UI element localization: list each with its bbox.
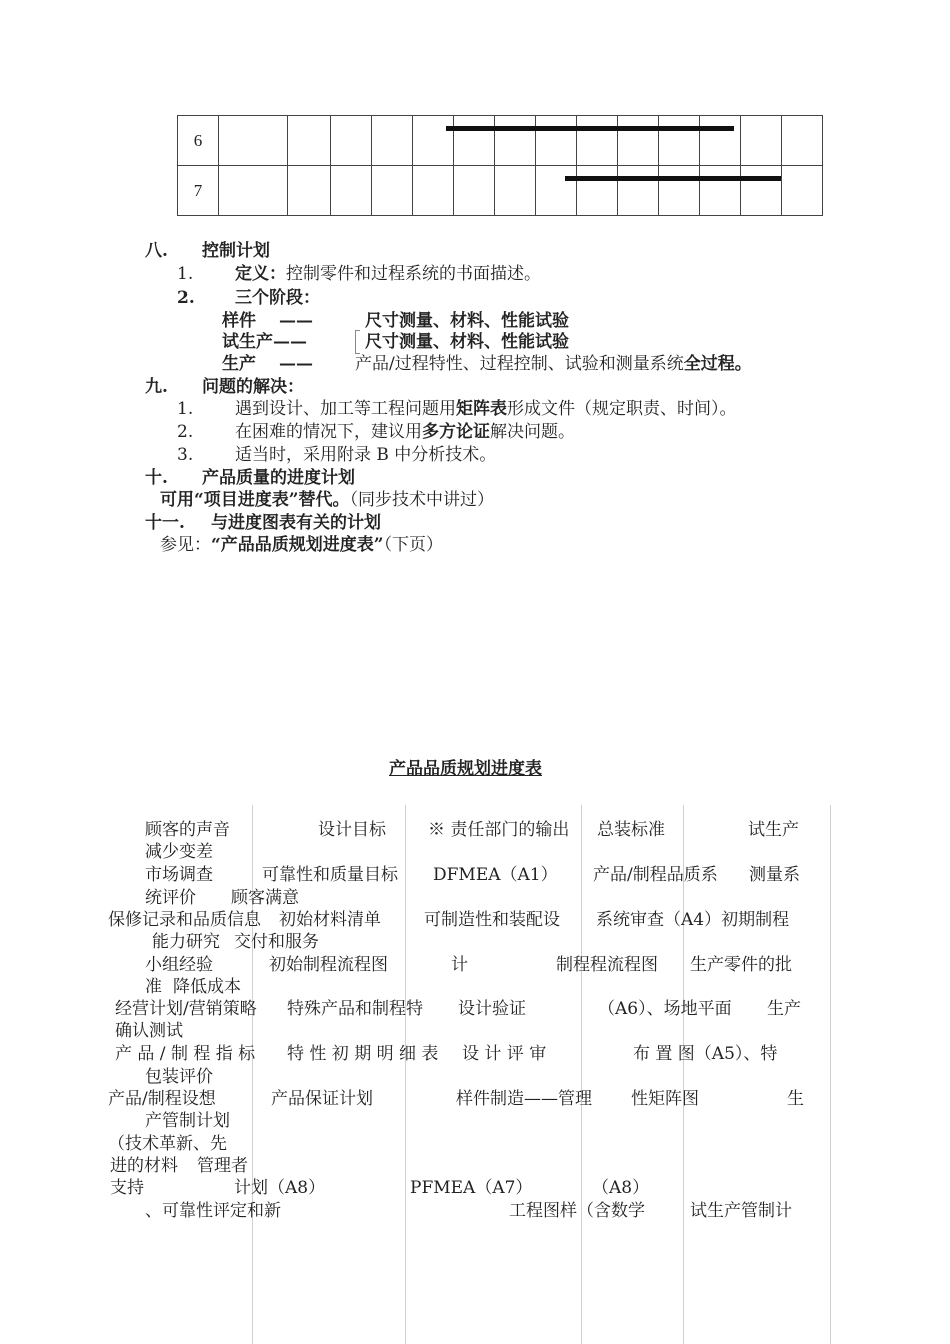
- schedule-text: 、可靠性评定和新: [145, 1201, 281, 1221]
- schedule-text: 生: [787, 1089, 804, 1109]
- gantt-bar-row-6: [446, 126, 734, 131]
- schedule-text: 管理者: [197, 1156, 248, 1176]
- schedule-text: 经营计划/营销策略: [115, 999, 257, 1019]
- list-number: 1.: [177, 264, 194, 284]
- schedule-text: 减少变差: [145, 842, 213, 862]
- section-9-heading: 问题的解决：: [202, 377, 304, 397]
- schedule-text: 试生产管制计: [690, 1201, 792, 1221]
- schedule-text: 产管制计划: [145, 1111, 230, 1131]
- problem-item-3: 适当时，采用附录 B 中分析技术。: [235, 445, 497, 465]
- schedule-text: 产品保证计划: [271, 1089, 373, 1109]
- schedule-title: 产品品质规划进度表: [389, 759, 542, 779]
- schedule-text: 产品/制程设想: [108, 1089, 216, 1109]
- schedule-text: 初始制程流程图: [269, 955, 388, 975]
- schedule-text: 设 计 评 审: [462, 1044, 547, 1064]
- column-divider: [830, 805, 831, 1344]
- schedule-text: 包装评价: [145, 1067, 213, 1087]
- row-number: 7: [178, 166, 219, 216]
- definition-label: 定义：: [235, 264, 286, 284]
- schedule-text: 顾客满意: [231, 888, 299, 908]
- schedule-text: 制程程流程图: [556, 955, 658, 975]
- section-8-number: 八.: [145, 241, 168, 261]
- schedule-text: 特 性 初 期 明 细 表: [287, 1044, 439, 1064]
- schedule-text: 统评价: [145, 888, 196, 908]
- schedule-text: 设计验证: [458, 999, 526, 1019]
- column-divider: [581, 805, 582, 1344]
- schedule-text: 可靠性和质量目标: [262, 865, 398, 885]
- gantt-row: [178, 116, 823, 166]
- schedule-text: 确认测试: [115, 1021, 183, 1041]
- schedule-text: 交付和服务: [234, 932, 319, 952]
- phase-prototype-name: 样件: [222, 311, 256, 331]
- column-divider: [252, 805, 253, 1344]
- section-11-line: 参见：“产品品质规划进度表”（下页）: [160, 535, 444, 555]
- schedule-text: （A6）、场地平面: [598, 999, 732, 1019]
- phase-prototype-text: 尺寸测量、材料、性能试验: [365, 311, 569, 331]
- phase-prelaunch-text: 尺寸测量、材料、性能试验: [365, 332, 569, 352]
- section-10-number: 十.: [145, 468, 168, 488]
- bracket-mark: [355, 330, 360, 354]
- gantt-bar-row-7: [565, 176, 781, 181]
- phase-prelaunch-name: 试生产——: [222, 332, 307, 352]
- problem-item-1: 遇到设计、加工等工程问题用矩阵表形成文件（规定职责、时间）。: [235, 399, 737, 419]
- gantt-row: [178, 166, 823, 216]
- schedule-text: 市场调查: [145, 865, 213, 885]
- schedule-text: 系统审查（A4）初期制程: [596, 910, 790, 930]
- schedule-text: 总装标准: [597, 820, 665, 840]
- definition-line: [235, 263, 541, 285]
- list-number: 3.: [177, 445, 194, 465]
- list-number: 1.: [177, 399, 194, 419]
- list-number: 2.: [177, 422, 194, 442]
- schedule-text: 支持: [110, 1178, 144, 1198]
- schedule-text: 初始材料清单: [279, 910, 381, 930]
- schedule-text: 小组经验: [145, 955, 213, 975]
- phase-prototype-dash: ——: [279, 311, 313, 331]
- row-number: 6: [178, 116, 219, 166]
- schedule-text: 特殊产品和制程特: [287, 999, 423, 1019]
- definition-text: 控制零件和过程系统的书面描述。: [286, 264, 541, 284]
- schedule-text: 保修记录和品质信息: [108, 910, 261, 930]
- schedule-text: 工程图样（含数学: [509, 1201, 645, 1221]
- schedule-text: （技术革新、先: [108, 1134, 227, 1154]
- schedule-text: ※ 责任部门的输出: [428, 820, 570, 840]
- section-8-heading: 控制计划: [202, 241, 270, 261]
- schedule-text: 设计目标: [318, 820, 386, 840]
- schedule-text: 生产: [767, 999, 801, 1019]
- schedule-text: 测量系: [749, 865, 800, 885]
- section-10-heading: 产品质量的进度计划: [202, 468, 355, 488]
- problem-item-2: 在困难的情况下，建议用多方论证解决问题。: [235, 422, 575, 442]
- phase-production-text: 产品/过程特性、过程控制、试验和测量系统: [355, 354, 684, 374]
- schedule-text: 顾客的声音: [145, 820, 230, 840]
- schedule-text: 样件制造——管理: [456, 1089, 592, 1109]
- schedule-text: 试生产: [748, 820, 799, 840]
- schedule-text: 计: [451, 955, 468, 975]
- phase-production-line: [355, 353, 752, 375]
- schedule-text: 降低成本: [173, 977, 241, 997]
- section-11-number: 十一.: [145, 513, 185, 533]
- schedule-text: 生产零件的批: [690, 955, 792, 975]
- section-9-number: 九.: [145, 377, 168, 397]
- schedule-text: 性矩阵图: [631, 1089, 699, 1109]
- schedule-text: （A8）: [592, 1178, 650, 1198]
- phases-label: 三个阶段：: [235, 288, 320, 308]
- schedule-text: 进的材料: [110, 1156, 178, 1176]
- section-10-line: 可用“项目进度表”替代。（同步技术中讲过）: [160, 490, 495, 510]
- schedule-text: PFMEA（A7）: [410, 1178, 533, 1198]
- phase-production-name: 生产: [222, 354, 256, 374]
- schedule-text: 准: [145, 977, 162, 997]
- schedule-text: 布 置 图（A5）、特: [633, 1044, 778, 1064]
- schedule-text: DFMEA（A1）: [433, 865, 558, 885]
- column-divider: [405, 805, 406, 1344]
- list-number: 2.: [177, 288, 195, 308]
- schedule-text: 能力研究: [152, 932, 220, 952]
- schedule-text: 产品/制程品质系: [593, 865, 718, 885]
- section-11-heading: 与进度图表有关的计划: [211, 513, 381, 533]
- schedule-text: 可制造性和装配设: [424, 910, 560, 930]
- phase-production-dash: ——: [279, 354, 313, 374]
- phase-production-bold: 全过程。: [683, 354, 752, 374]
- schedule-text: 计划（A8）: [234, 1178, 326, 1198]
- schedule-text: 产 品 / 制 程 指 标: [115, 1044, 256, 1064]
